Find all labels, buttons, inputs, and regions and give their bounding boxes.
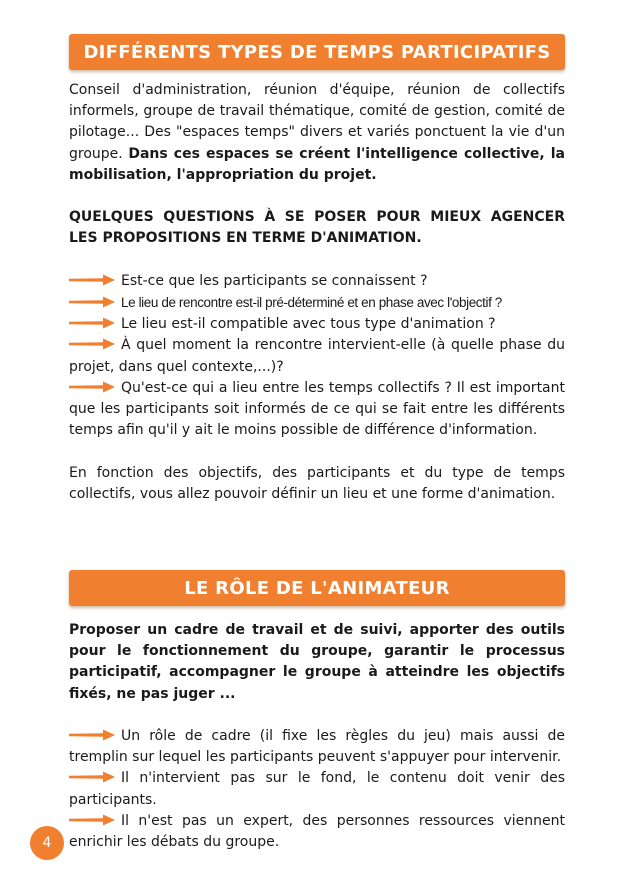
orange-arrow-icon [69,338,115,350]
section-animateur-body [69,620,565,853]
orange-arrow-icon [69,729,115,741]
orange-arrow-icon [69,317,115,329]
role-item: Il n'intervient pas sur le fond, le contenu doit venir des participants. [69,770,565,808]
orange-arrow-icon [69,381,115,393]
intro-paragraph [69,80,565,186]
role-item: Un rôle de cadre (il fixe les règles du jeu) mais aussi de tremplin sur lequel les participants peuvent s'appuyer pour intervenir. [69,728,565,766]
question-item: Est-ce que les participants se connaissent ? [69,271,565,292]
role-item: Il n'est pas un expert, des personnes ressources viennent enrichir les débats du groupe. [69,812,565,851]
orange-arrow-icon [69,274,115,286]
role-intro: Proposer un cadre de travail et de suivi, apporter des outils pour le fonctionnement du groupe, garantir le processus participatif, accompagner le groupe à atteindre les objectifs fixés, ne pas juger ... [69,622,565,702]
question-item: À quel moment la rencontre intervient-elle (à quelle phase du projet, dans quel contexte,...)? [69,337,565,375]
section-title-types: DIFFÉRENTS TYPES DE TEMPS PARTICIPATIFS [69,34,565,70]
page-number: 4 [30,826,64,860]
orange-arrow-icon [69,814,115,826]
question-item: Qu'est-ce qui a lieu entre les temps collectifs ? Il est important que les participants soit informés de ce qui se fait entre les différents temps afin qu'il y ait le moins possible de différence d'information. [69,379,565,439]
intro-text: Conseil d'administration, réunion d'équipe, réunion de collectifs informels, groupe de travail thématique, comité de gestion, comité de pilotage... Des "espaces temps" divers et variés ponctuent la vie d'un groupe. [69,82,565,162]
orange-arrow-icon [69,771,115,783]
questions-heading: QUELQUES QUESTIONS À SE POSER POUR MIEUX AGENCER LES PROPOSITIONS EN TERME D'ANIMATION. [69,209,565,247]
section-types-body [69,80,565,505]
question-item: Le lieu de rencontre est-il pré-déterminé et en phase avec l'objectif ? [69,292,565,314]
intro-bold-text: Dans ces espaces se créent l'intelligence collective, la mobilisation, l'appropriation du projet. [69,145,565,183]
question-item: Le lieu est-il compatible avec tous type d'animation ? [69,314,565,335]
section-title-animateur: LE RÔLE DE L'ANIMATEUR [69,570,565,606]
conclusion-paragraph: En fonction des objectifs, des participants et du type de temps collectifs, vous allez pouvoir définir un lieu et une forme d'animation. [69,464,565,502]
orange-arrow-icon [69,296,115,308]
